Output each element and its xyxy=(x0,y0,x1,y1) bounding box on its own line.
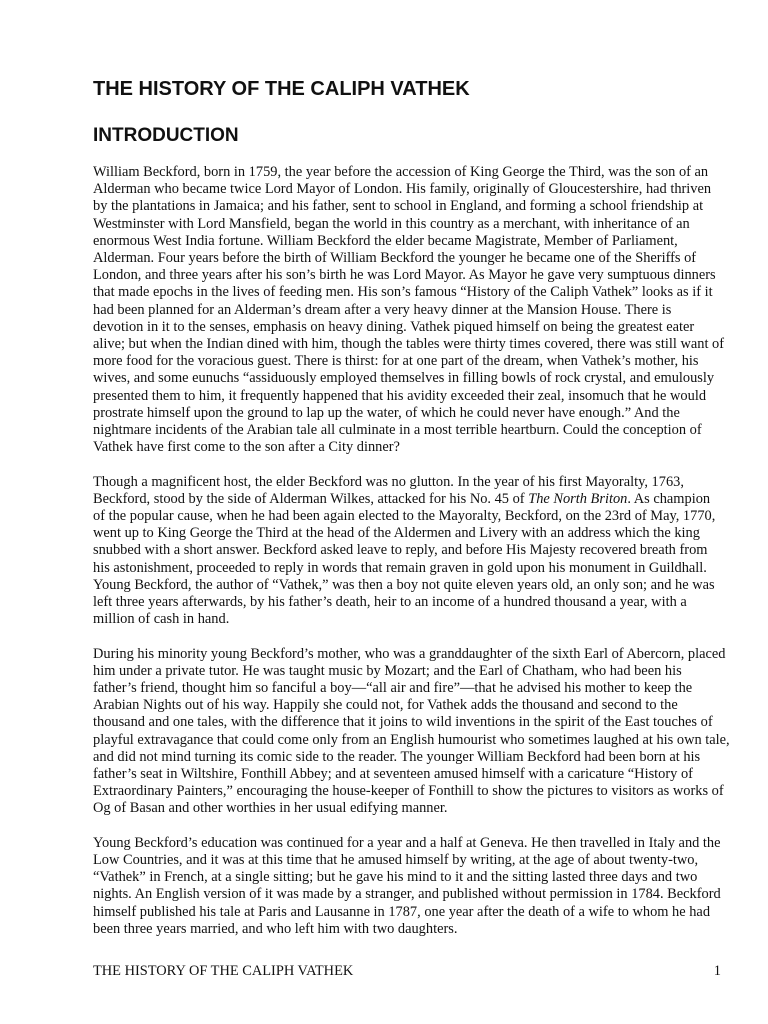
text-line: his astonishment, proceeded to reply in words that remain graven in gold upon his monument in Guildhall. xyxy=(93,559,707,576)
paragraph xyxy=(93,474,733,629)
text-segment: . As champion xyxy=(627,490,711,507)
text-line: Though a magnificent host, the elder Beckford was no glutton. In the year of his first Mayoralty, 1763, xyxy=(93,473,684,490)
text-line: by the plantations in Jamaica; and his father, sent to school in England, and forming a school friendship at xyxy=(93,198,704,215)
text-line: “Vathek” in French, at a single sitting; but he gave his mind to it and the sitting lasted three days and two xyxy=(93,869,698,886)
text-line: presented them to him, it frequently happened that his avidity exceeded their zeal, insomuch that he would xyxy=(93,387,707,404)
text-line: had been planned for an Alderman’s dream after a very heavy dinner at the Mansion House. There is xyxy=(93,301,672,318)
text-line: him under a private tutor. He was taught music by Mozart; and the Earl of Chatham, who had been his xyxy=(93,662,682,679)
text-line: thousand and one tales, with the difference that it joins to wild inventions in the spirit of the East touches of xyxy=(93,714,713,731)
text-line: more food for the voracious guest. There is thirst: for at one part of the dream, when Vathek’s mother, his xyxy=(93,353,699,370)
text-line: William Beckford, born in 1759, the year before the accession of King George the Third, was the son of an xyxy=(93,164,709,180)
text-line: Young Beckford, the author of “Vathek,” was then a boy not quite eleven years old, an only son; and he was xyxy=(93,576,715,593)
text-line: left three years afterwards, by his father’s death, heir to an income of a hundred thousand a year, with a xyxy=(93,594,687,611)
text-line: London, and three years after his son’s birth he was Lord Mayor. As Mayor he gave very sumptuous dinners xyxy=(93,267,716,284)
text-line-with-italic-title xyxy=(93,491,733,508)
text-line: nights. An English version of it was made by a stranger, and published without permission in 1784. Beckford xyxy=(93,886,721,903)
text-line: went up to King George the Third at the head of the Aldermen and Livery with an address which the king xyxy=(93,525,700,542)
text-line: and did not mind turning its comic side to the reader. The younger William Beckford had been born at his xyxy=(93,748,701,765)
text-line: Arabian Nights out of his way. Happily she could not, for Vathek adds the thousand and second to the xyxy=(93,697,678,714)
text-line: Low Countries, and it was at this time that he amused himself by writing, at the age of about twenty-two, xyxy=(93,852,699,869)
text-line: devotion in it to the senses, emphasis on heavy dining. Vathek piqued himself on being the greatest eater xyxy=(93,318,695,335)
text-line: During his minority young Beckford’s mother, who was a granddaughter of the sixth Earl of Abercorn, placed xyxy=(93,645,726,662)
text-line: Young Beckford’s education was continued for a year and a half at Geneva. He then travelled in Italy and the xyxy=(93,834,721,851)
section-heading: INTRODUCTION xyxy=(93,125,239,146)
paragraph xyxy=(93,835,733,938)
text-line: alive; but when the Indian dined with him, though the tables were thirty times covered, there was still want of xyxy=(93,336,725,353)
text-line: Alderman. Four years before the birth of William Beckford the younger he became one of the Sheriffs of xyxy=(93,250,697,267)
text-line: wives, and some eunuchs “assiduously employed themselves in filling bowls of rock crystal, and emulously xyxy=(93,370,715,387)
text-line: father’s friend, thought him so fanciful a boy—“all air and fire”—that he advised his mother to keep the xyxy=(93,680,693,697)
text-line: enormous West India fortune. William Beckford the elder became Magistrate, Member of Parliament, xyxy=(93,232,678,249)
text-line: nightmare incidents of the Arabian tale all culminate in a most terrible heartburn. Could the conception of xyxy=(93,422,702,439)
text-line: million of cash in hand. xyxy=(93,611,230,628)
italic-publication-title: The North Briton xyxy=(528,490,628,507)
page-number: 1 xyxy=(713,963,721,979)
document-title: THE HISTORY OF THE CALIPH VATHEK xyxy=(93,78,470,100)
text-line: Westminster with Lord Mansfield, began the world in this country as a merchant, with inheritance of an xyxy=(93,215,690,232)
text-line: been three years married, and who left him with two daughters. xyxy=(93,920,458,937)
text-line: that made epochs in the lives of feeding men. His son’s famous “History of the Caliph Vathek” looks as if it xyxy=(93,284,713,301)
text-line: himself published his tale at Paris and Lausanne in 1787, one year after the death of a wife to whom he had xyxy=(93,903,711,920)
text-line: Og of Basan and other worthies in her usual edifying manner. xyxy=(93,800,448,817)
text-line: playful extravagance that could come only from an English humourist who sometimes laughed at his own tale, xyxy=(93,731,730,748)
body-text xyxy=(93,164,733,955)
text-line: Vathek have first come to the son after a City dinner? xyxy=(93,439,400,456)
text-line: snubbed with a short answer. Beckford asked leave to reply, and before His Majesty recovered breath from xyxy=(93,542,708,559)
text-segment: Beckford, stood by the side of Alderman Wilkes, attacked for his No. 45 of xyxy=(93,490,529,507)
text-line: Extraordinary Painters,” encouraging the house-keeper of Fonthill to show the pictures to visitors as works of xyxy=(93,783,724,800)
footer-title: THE HISTORY OF THE CALIPH VATHEK xyxy=(93,963,354,979)
text-line: Alderman who became twice Lord Mayor of London. His family, originally of Gloucestershire, had thriven xyxy=(93,181,712,198)
text-line: father’s seat in Wiltshire, Fonthill Abbey; and at seventeen amused himself with a caricature “History of xyxy=(93,766,693,783)
paragraph xyxy=(93,164,733,456)
paragraph xyxy=(93,646,733,818)
text-line: of the popular cause, when he had been again elected to the Mayoralty, Beckford, on the 23rd of May, 1770, xyxy=(93,508,716,525)
text-line: prostrate himself upon the ground to lap up the water, of which he could never have enough.” And the xyxy=(93,404,680,421)
